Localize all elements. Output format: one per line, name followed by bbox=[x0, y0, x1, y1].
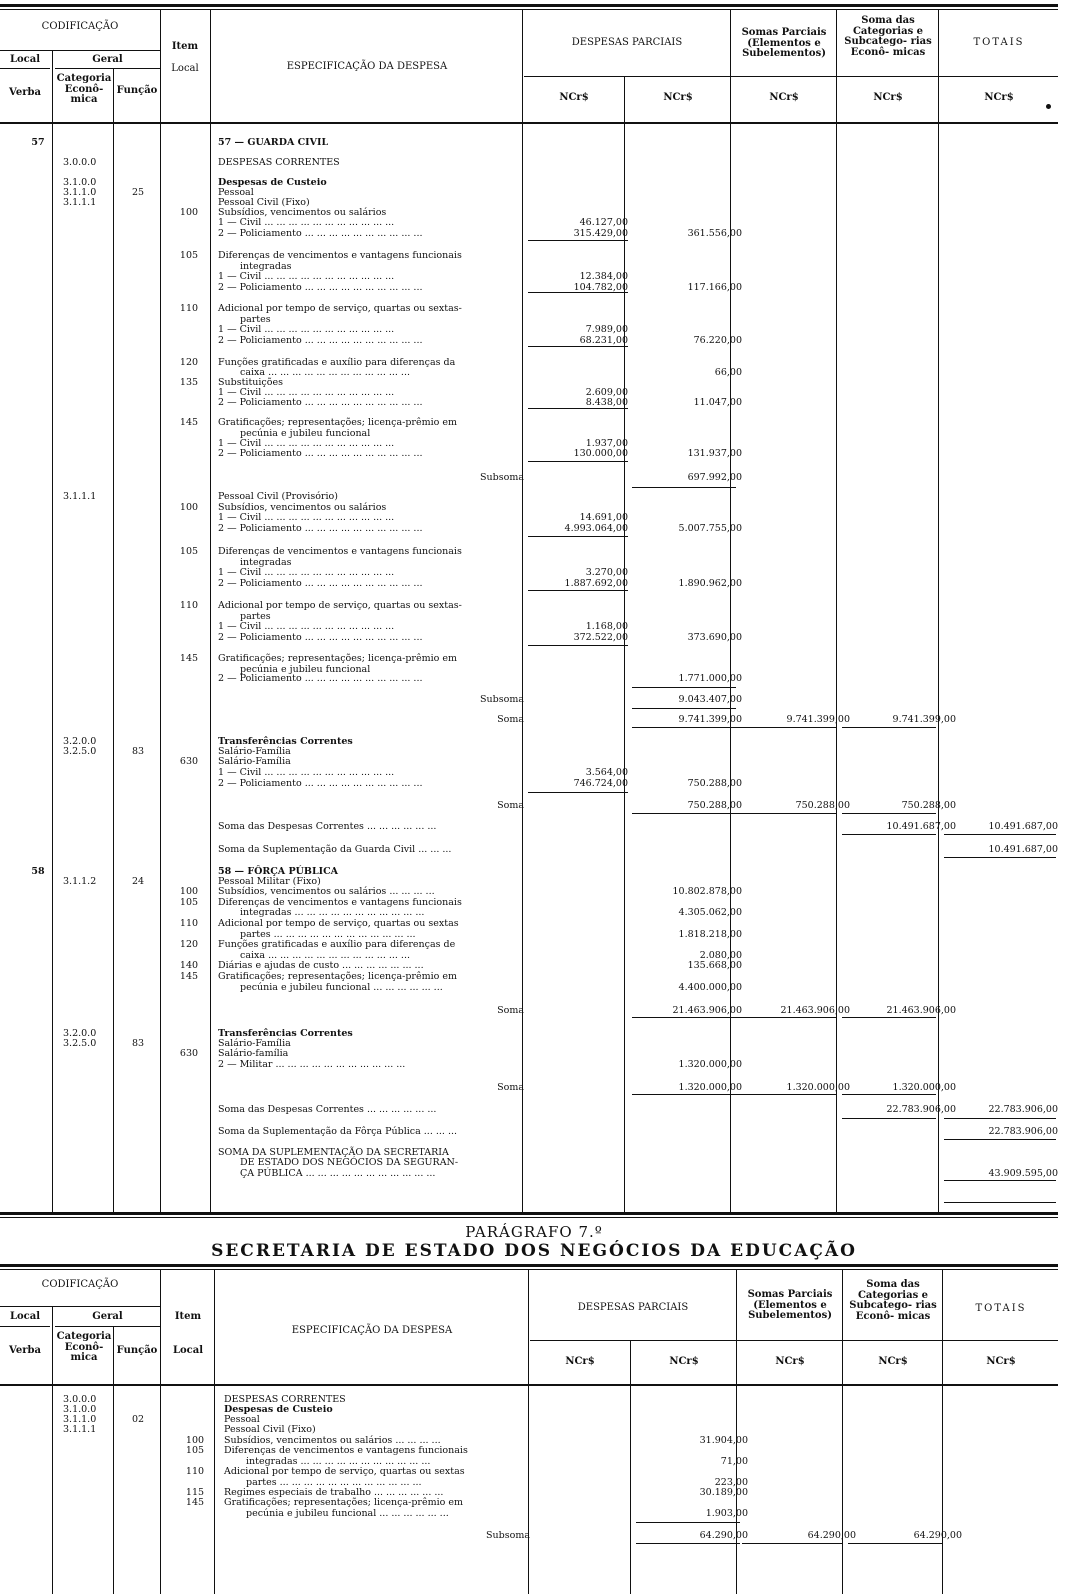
especificacao-cell: 1 — Civil ... ... ... ... ... ... ... ... ... ... ... bbox=[218, 512, 395, 523]
table-row bbox=[0, 546, 1068, 557]
especificacao-cell: Gratificações; representações; licença-prêmio em bbox=[218, 653, 457, 664]
despesa-parcial-1-cell: 3.564,00 bbox=[585, 767, 628, 778]
despesa-parcial-2-cell: 21.463.906,00 bbox=[672, 1005, 742, 1016]
table-row bbox=[0, 1059, 1068, 1070]
somas-parciais-cell: 9.741.399,00 bbox=[786, 714, 850, 725]
header2-currency-3: NCr$ bbox=[775, 1356, 805, 1367]
table-row bbox=[0, 567, 1068, 578]
categoria-cell: 3.1.1.1 bbox=[63, 1424, 97, 1435]
especificacao-cell: integradas ... ... ... ... ... ... ... ... ... ... ... bbox=[246, 1456, 431, 1467]
despesa-parcial-1-cell: 46.127,00 bbox=[579, 217, 628, 228]
soma-label: Subsoma bbox=[480, 472, 524, 483]
table-row bbox=[0, 600, 1068, 611]
header2-currency-5: NCr$ bbox=[986, 1356, 1016, 1367]
especificacao-cell: Subsídios, vencimentos ou salários ... ... ... ... bbox=[218, 886, 435, 897]
item-cell: 135 bbox=[179, 377, 199, 388]
table-row bbox=[0, 821, 1068, 832]
header-funcao: Função bbox=[116, 85, 158, 96]
especificacao-cell: Gratificações; representações; licença-prêmio em bbox=[224, 1497, 463, 1508]
especificacao-cell: DE ESTADO DOS NEGÓCIOS DA SEGURAN- bbox=[240, 1157, 459, 1168]
despesa-parcial-2-cell: 1.320.000,00 bbox=[678, 1059, 742, 1070]
item-cell: 110 bbox=[185, 1466, 205, 1477]
header-currency-4: NCr$ bbox=[873, 92, 903, 103]
especificacao-cell: Soma das Despesas Correntes ... ... ... ... ... ... bbox=[218, 821, 437, 832]
especificacao-cell: 1 — Civil ... ... ... ... ... ... ... ... ... ... ... bbox=[218, 271, 395, 282]
soma-label: Soma bbox=[497, 1005, 524, 1016]
despesa-parcial-2-cell: 1.320.000,00 bbox=[678, 1082, 742, 1093]
soma-categorias-cell: 10.491.687,00 bbox=[886, 821, 956, 832]
especificacao-cell: Gratificações; representações; licença-prêmio em bbox=[218, 971, 457, 982]
table-row bbox=[0, 714, 1068, 725]
funcao-cell: 83 bbox=[131, 1038, 145, 1049]
soma-label: Soma bbox=[497, 800, 524, 811]
header2-categoria: Categoria Econô- mica bbox=[56, 1331, 112, 1363]
despesa-parcial-1-cell: 372.522,00 bbox=[573, 632, 628, 643]
despesa-parcial-1-cell: 14.691,00 bbox=[579, 512, 628, 523]
table-row bbox=[0, 250, 1068, 261]
table-row bbox=[0, 417, 1068, 428]
header2-despesas-parciais: DESPESAS PARCIAIS bbox=[577, 1302, 689, 1313]
especificacao-cell: Salário-Família bbox=[218, 756, 291, 767]
especificacao-cell: partes ... ... ... ... ... ... ... ... ... ... ... ... bbox=[240, 929, 416, 940]
categoria-cell: 3.2.5.0 bbox=[63, 746, 97, 757]
especificacao-cell: ÇA PÚBLICA ... ... ... ... ... ... ... ... ... ... ... bbox=[240, 1168, 436, 1179]
table-row bbox=[0, 1466, 1068, 1477]
table-row bbox=[0, 907, 1068, 918]
especificacao-cell: Salário-família bbox=[218, 1048, 289, 1059]
despesa-parcial-2-cell: 1.890.962,00 bbox=[678, 578, 742, 589]
despesa-parcial-1-cell: 315.429,00 bbox=[573, 228, 628, 239]
header-despesas-parciais: DESPESAS PARCIAIS bbox=[571, 37, 683, 48]
especificacao-cell: Regimes especiais de trabalho ... ... ... ... ... ... bbox=[224, 1487, 444, 1498]
item-cell: 100 bbox=[179, 207, 199, 218]
verba-cell: 58 bbox=[31, 866, 45, 877]
header-item: Item bbox=[171, 41, 199, 52]
header2-especificacao: ESPECIFICAÇÃO DA DESPESA bbox=[291, 1325, 453, 1336]
especificacao-cell: 57 — GUARDA CIVIL bbox=[218, 137, 329, 148]
table-row bbox=[0, 621, 1068, 632]
header2-soma-categorias: Soma das Categorias e Subcatego- rias Econô- micas bbox=[849, 1279, 937, 1322]
especificacao-cell: 2 — Policiamento ... ... ... ... ... ... ... ... ... ... bbox=[218, 578, 423, 589]
soma-categorias-cell: 21.463.906,00 bbox=[886, 1005, 956, 1016]
especificacao-cell: 2 — Policiamento ... ... ... ... ... ... ... ... ... ... bbox=[218, 282, 423, 293]
header-currency-2: NCr$ bbox=[663, 92, 693, 103]
header2-geral: Geral bbox=[92, 1311, 123, 1322]
table-row bbox=[0, 1168, 1068, 1179]
funcao-cell: 83 bbox=[131, 746, 145, 757]
despesa-parcial-2-cell: 697.992,00 bbox=[687, 472, 742, 483]
especificacao-cell: 2 — Policiamento ... ... ... ... ... ... ... ... ... ... bbox=[218, 523, 423, 534]
table1-bottom-rule bbox=[0, 1212, 1058, 1215]
header-soma-categorias: Soma das Categorias e Subcatego- rias Econô- micas bbox=[844, 15, 932, 58]
especificacao-cell: Adicional por tempo de serviço, quartas ou sextas bbox=[224, 1466, 465, 1477]
despesa-parcial-2-cell: 11.047,00 bbox=[693, 397, 742, 408]
despesa-parcial-2-cell: 9.043.407,00 bbox=[678, 694, 742, 705]
especificacao-cell: Pessoal Civil (Fixo) bbox=[218, 197, 310, 208]
especificacao-cell: Funções gratificadas e auxílio para diferenças da bbox=[218, 357, 456, 368]
funcao-cell: 25 bbox=[131, 187, 145, 198]
table-row bbox=[0, 1104, 1068, 1115]
table-row bbox=[0, 303, 1068, 314]
header-categoria: Categoria Econô- mica bbox=[56, 73, 112, 105]
item-cell: 110 bbox=[179, 303, 199, 314]
table-row bbox=[0, 523, 1068, 534]
despesa-parcial-1-cell: 2.609,00 bbox=[585, 387, 628, 398]
soma-label: Soma bbox=[497, 1082, 524, 1093]
despesa-parcial-2-cell: 10.802.878,00 bbox=[672, 886, 742, 897]
header2-funcao: Função bbox=[116, 1345, 158, 1356]
soma-categorias-cell: 1.320.000,00 bbox=[892, 1082, 956, 1093]
header-currency-5: NCr$ bbox=[984, 92, 1014, 103]
especificacao-cell: Soma da Suplementação da Guarda Civil ... ... ... bbox=[218, 844, 452, 855]
item-cell: 105 bbox=[185, 1445, 205, 1456]
especificacao-cell: Diferenças de vencimentos e vantagens funcionais bbox=[218, 546, 462, 557]
table-row bbox=[0, 756, 1068, 767]
item-cell: 630 bbox=[179, 756, 199, 767]
categoria-cell: 3.2.5.0 bbox=[63, 1038, 97, 1049]
especificacao-cell: Diferenças de vencimentos e vantagens funcionais bbox=[218, 250, 462, 261]
especificacao-cell: 1 — Civil ... ... ... ... ... ... ... ... ... ... ... bbox=[218, 767, 395, 778]
table-row bbox=[0, 982, 1068, 993]
despesa-parcial-2-cell: 5.007.755,00 bbox=[678, 523, 742, 534]
categoria-cell: 3.1.1.2 bbox=[63, 876, 97, 887]
table-row bbox=[0, 1048, 1068, 1059]
table-row bbox=[0, 1082, 1068, 1093]
especificacao-cell: caixa ... ... ... ... ... ... ... ... ... ... ... ... bbox=[240, 950, 410, 961]
header2-totais: TOTAIS bbox=[975, 1303, 1027, 1314]
despesa-parcial-2-cell: 361.556,00 bbox=[687, 228, 742, 239]
item-cell: 100 bbox=[185, 1435, 205, 1446]
despesa-parcial-2-cell: 750.288,00 bbox=[687, 778, 742, 789]
soma-categorias-cell: 22.783.906,00 bbox=[886, 1104, 956, 1115]
totais-cell: 43.909.595,00 bbox=[988, 1168, 1058, 1179]
table-row bbox=[0, 137, 1068, 148]
item-cell: 110 bbox=[179, 918, 199, 929]
table-row bbox=[0, 844, 1068, 855]
especificacao-cell: 2 — Policiamento ... ... ... ... ... ... ... ... ... ... bbox=[218, 673, 423, 684]
especificacao-cell: Salário-Família bbox=[218, 746, 291, 757]
paragraph-title: PARÁGRAFO 7.º bbox=[465, 1223, 603, 1241]
despesa-parcial-1-cell: 746.724,00 bbox=[573, 778, 628, 789]
item-cell: 140 bbox=[179, 960, 199, 971]
table-row bbox=[0, 335, 1068, 346]
table-row bbox=[0, 632, 1068, 643]
table-row bbox=[0, 918, 1068, 929]
despesa-parcial-1-cell: 1.937,00 bbox=[585, 438, 628, 449]
especificacao-cell: Adicional por tempo de serviço, quartas ou sextas- bbox=[218, 600, 462, 611]
especificacao-cell: 2 — Policiamento ... ... ... ... ... ... ... ... ... ... bbox=[218, 632, 423, 643]
table-row bbox=[0, 1126, 1068, 1137]
table-row bbox=[0, 694, 1068, 705]
especificacao-cell: 1 — Civil ... ... ... ... ... ... ... ... ... ... ... bbox=[218, 217, 395, 228]
table-row bbox=[0, 1530, 1068, 1541]
especificacao-cell: Transferências Correntes bbox=[218, 1028, 353, 1039]
totais-cell: 22.783.906,00 bbox=[988, 1126, 1058, 1137]
table-row bbox=[0, 1445, 1068, 1456]
soma-label: Subsoma bbox=[486, 1530, 530, 1541]
header2-item: Item bbox=[174, 1311, 202, 1322]
despesa-parcial-1-cell: 4.993.064,00 bbox=[564, 523, 628, 534]
table-row bbox=[0, 397, 1068, 408]
especificacao-cell: Despesas de Custeio bbox=[218, 177, 327, 188]
despesa-parcial-2-cell: 135.668,00 bbox=[687, 960, 742, 971]
item-cell: 105 bbox=[179, 546, 199, 557]
despesa-parcial-1-cell: 3.270,00 bbox=[585, 567, 628, 578]
speck-mark-icon bbox=[1046, 104, 1051, 109]
table-row bbox=[0, 491, 1068, 502]
soma-categorias-cell: 9.741.399,00 bbox=[892, 714, 956, 725]
table-row bbox=[0, 324, 1068, 335]
header2-local: Local bbox=[9, 1311, 41, 1322]
especificacao-cell: caixa ... ... ... ... ... ... ... ... ... ... ... ... bbox=[240, 367, 410, 378]
table-row bbox=[0, 673, 1068, 684]
categoria-cell: 3.1.0.0 bbox=[63, 177, 97, 188]
header-currency-3: NCr$ bbox=[769, 92, 799, 103]
header-especificacao: ESPECIFICAÇÃO DA DESPESA bbox=[286, 61, 448, 72]
especificacao-cell: Diárias e ajudas de custo ... ... ... ... ... ... ... bbox=[218, 960, 424, 971]
despesa-parcial-2-cell: 71,00 bbox=[720, 1456, 748, 1467]
table-row bbox=[0, 653, 1068, 664]
especificacao-cell: partes bbox=[240, 611, 271, 622]
especificacao-cell: Salário-Família bbox=[218, 1038, 291, 1049]
table-row bbox=[0, 472, 1068, 483]
soma-label: Subsoma bbox=[480, 694, 524, 705]
despesa-parcial-2-cell: 76.220,00 bbox=[693, 335, 742, 346]
especificacao-cell: partes ... ... ... ... ... ... ... ... ... ... ... ... bbox=[246, 1477, 422, 1488]
secretaria-title: SECRETARIA DE ESTADO DOS NEGÓCIOS DA EDUCAÇÃO bbox=[211, 1241, 857, 1261]
especificacao-cell: Pessoal Civil (Provisório) bbox=[218, 491, 338, 502]
especificacao-cell: integradas ... ... ... ... ... ... ... ... ... ... ... bbox=[240, 907, 425, 918]
despesa-parcial-1-cell: 130.000,00 bbox=[573, 448, 628, 459]
header2-somas-parciais: Somas Parciais (Elementos e Subelementos) bbox=[747, 1289, 833, 1321]
despesa-parcial-1-cell: 7.989,00 bbox=[585, 324, 628, 335]
especificacao-cell: integradas bbox=[240, 557, 292, 568]
item-cell: 110 bbox=[179, 600, 199, 611]
categoria-cell: 3.1.1.0 bbox=[63, 1414, 97, 1425]
despesa-parcial-1-cell: 12.384,00 bbox=[579, 271, 628, 282]
especificacao-cell: Soma da Suplementação da Fôrça Pública ... ... ... bbox=[218, 1126, 457, 1137]
especificacao-cell: 2 — Policiamento ... ... ... ... ... ... ... ... ... ... bbox=[218, 397, 423, 408]
header-local: Local bbox=[9, 54, 41, 65]
table-row bbox=[0, 886, 1068, 897]
table-row bbox=[0, 448, 1068, 459]
despesa-parcial-1-cell: 8.438,00 bbox=[585, 397, 628, 408]
item-cell: 145 bbox=[179, 417, 199, 428]
soma-categorias-cell: 64.290,00 bbox=[913, 1530, 962, 1541]
item-cell: 145 bbox=[179, 971, 199, 982]
table-row bbox=[0, 800, 1068, 811]
especificacao-cell: Soma das Despesas Correntes ... ... ... ... ... ... bbox=[218, 1104, 437, 1115]
especificacao-cell: Diferenças de vencimentos e vantagens funcionais bbox=[224, 1445, 468, 1456]
categoria-cell: 3.2.0.0 bbox=[63, 736, 97, 747]
verba-cell: 57 bbox=[31, 137, 45, 148]
table-row bbox=[0, 157, 1068, 168]
header-somas-parciais: Somas Parciais (Elementos e Subelementos) bbox=[741, 27, 827, 59]
categoria-cell: 3.1.0.0 bbox=[63, 1404, 97, 1415]
categoria-cell: 3.2.0.0 bbox=[63, 1028, 97, 1039]
especificacao-cell: integradas bbox=[240, 261, 292, 272]
despesa-parcial-1-cell: 1.168,00 bbox=[585, 621, 628, 632]
item-cell: 100 bbox=[179, 502, 199, 513]
especificacao-cell: DESPESAS CORRENTES bbox=[218, 157, 340, 168]
item-cell: 100 bbox=[179, 886, 199, 897]
especificacao-cell: Subsídios, vencimentos ou salários bbox=[218, 207, 387, 218]
especificacao-cell: 1 — Civil ... ... ... ... ... ... ... ... ... ... ... bbox=[218, 324, 395, 335]
table-row bbox=[0, 1005, 1068, 1016]
somas-parciais-cell: 1.320.000,00 bbox=[786, 1082, 850, 1093]
header-codificacao: CODIFICAÇÃO bbox=[41, 21, 119, 32]
table-row bbox=[0, 1157, 1068, 1168]
table-row bbox=[0, 960, 1068, 971]
especificacao-cell: Pessoal Civil (Fixo) bbox=[224, 1424, 316, 1435]
item-cell: 105 bbox=[179, 897, 199, 908]
especificacao-cell: 2 — Policiamento ... ... ... ... ... ... ... ... ... ... bbox=[218, 448, 423, 459]
categoria-cell: 3.0.0.0 bbox=[63, 1394, 97, 1405]
item-cell: 145 bbox=[179, 653, 199, 664]
somas-parciais-cell: 750.288,00 bbox=[795, 800, 850, 811]
especificacao-cell: Substituições bbox=[218, 377, 283, 388]
header2-item-local: Local bbox=[172, 1345, 204, 1356]
despesa-parcial-1-cell: 104.782,00 bbox=[573, 282, 628, 293]
despesa-parcial-2-cell: 30.189,00 bbox=[699, 1487, 748, 1498]
table-row bbox=[0, 1424, 1068, 1435]
categoria-cell: 3.1.1.0 bbox=[63, 187, 97, 198]
despesa-parcial-2-cell: 2.080,00 bbox=[699, 950, 742, 961]
especificacao-cell: Subsídios, vencimentos ou salários bbox=[218, 502, 387, 513]
item-cell: 105 bbox=[179, 250, 199, 261]
table-row bbox=[0, 512, 1068, 523]
despesa-parcial-2-cell: 1.903,00 bbox=[705, 1508, 748, 1519]
funcao-cell: 24 bbox=[131, 876, 145, 887]
totais-cell: 10.491.687,00 bbox=[988, 844, 1058, 855]
despesa-parcial-2-cell: 373.690,00 bbox=[687, 632, 742, 643]
especificacao-cell: pecúnia e jubileu funcional bbox=[240, 664, 371, 675]
despesa-parcial-2-cell: 31.904,00 bbox=[699, 1435, 748, 1446]
especificacao-cell: Pessoal bbox=[218, 187, 254, 198]
especificacao-cell: 1 — Civil ... ... ... ... ... ... ... ... ... ... ... bbox=[218, 387, 395, 398]
especificacao-cell: Funções gratificadas e auxílio para diferenças de bbox=[218, 939, 456, 950]
especificacao-cell: 58 — FÔRÇA PÚBLICA bbox=[218, 866, 339, 877]
despesa-parcial-2-cell: 4.305.062,00 bbox=[678, 907, 742, 918]
totais-cell: 10.491.687,00 bbox=[988, 821, 1058, 832]
especificacao-cell: 2 — Policiamento ... ... ... ... ... ... ... ... ... ... bbox=[218, 228, 423, 239]
categoria-cell: 3.1.1.1 bbox=[63, 197, 97, 208]
soma-label: Soma bbox=[497, 714, 524, 725]
totais-cell: 22.783.906,00 bbox=[988, 1104, 1058, 1115]
item-cell: 120 bbox=[179, 939, 199, 950]
table-row bbox=[0, 939, 1068, 950]
especificacao-cell: Pessoal bbox=[224, 1414, 260, 1425]
especificacao-cell: Despesas de Custeio bbox=[224, 1404, 333, 1415]
soma-categorias-cell: 750.288,00 bbox=[901, 800, 956, 811]
especificacao-cell: Adicional por tempo de serviço, quartas ou sextas- bbox=[218, 303, 462, 314]
header2-codificacao: CODIFICAÇÃO bbox=[41, 1279, 119, 1290]
header-item-local: Local bbox=[171, 63, 199, 74]
despesa-parcial-2-cell: 4.400.000,00 bbox=[678, 982, 742, 993]
especificacao-cell: Subsídios, vencimentos ou salários ... ... ... ... bbox=[224, 1435, 441, 1446]
especificacao-cell: Transferências Correntes bbox=[218, 736, 353, 747]
especificacao-cell: 2 — Militar ... ... ... ... ... ... ... ... ... ... ... bbox=[218, 1059, 406, 1070]
table-row bbox=[0, 1508, 1068, 1519]
table-row bbox=[0, 1497, 1068, 1508]
item-cell: 630 bbox=[179, 1048, 199, 1059]
especificacao-cell: SOMA DA SUPLEMENTAÇÃO DA SECRETARIA bbox=[218, 1147, 449, 1158]
despesa-parcial-1-cell: 68.231,00 bbox=[579, 335, 628, 346]
categoria-cell: 3.0.0.0 bbox=[63, 157, 97, 168]
table-row bbox=[0, 767, 1068, 778]
especificacao-cell: pecúnia e jubileu funcional bbox=[240, 428, 371, 439]
table-row bbox=[0, 217, 1068, 228]
especificacao-cell: Diferenças de vencimentos e vantagens funcionais bbox=[218, 897, 462, 908]
table-row bbox=[0, 971, 1068, 982]
categoria-cell: 3.1.1.1 bbox=[63, 491, 97, 502]
especificacao-cell: partes bbox=[240, 314, 271, 325]
especificacao-cell: Adicional por tempo de serviço, quartas ou sextas bbox=[218, 918, 459, 929]
funcao-cell: 02 bbox=[131, 1414, 145, 1425]
header2-currency-4: NCr$ bbox=[878, 1356, 908, 1367]
despesa-parcial-2-cell: 1.771.000,00 bbox=[678, 673, 742, 684]
table-row bbox=[0, 778, 1068, 789]
especificacao-cell: 1 — Civil ... ... ... ... ... ... ... ... ... ... ... bbox=[218, 567, 395, 578]
somas-parciais-cell: 64.290,00 bbox=[807, 1530, 856, 1541]
especificacao-cell: 1 — Civil ... ... ... ... ... ... ... ... ... ... ... bbox=[218, 438, 395, 449]
item-cell: 115 bbox=[185, 1487, 205, 1498]
despesa-parcial-2-cell: 1.818.218,00 bbox=[678, 929, 742, 940]
item-cell: 120 bbox=[179, 357, 199, 368]
despesa-parcial-2-cell: 117.166,00 bbox=[687, 282, 742, 293]
header-totais: TOTAIS bbox=[973, 37, 1025, 48]
especificacao-cell: Gratificações; representações; licença-prêmio em bbox=[218, 417, 457, 428]
header-verba: Verba bbox=[9, 87, 41, 98]
item-cell: 145 bbox=[185, 1497, 205, 1508]
table-row bbox=[0, 578, 1068, 589]
header-currency-1: NCr$ bbox=[559, 92, 589, 103]
especificacao-cell: pecúnia e jubileu funcional ... ... ... ... ... ... bbox=[246, 1508, 449, 1519]
despesa-parcial-2-cell: 64.290,00 bbox=[699, 1530, 748, 1541]
table-row bbox=[0, 271, 1068, 282]
despesa-parcial-2-cell: 66,00 bbox=[714, 367, 742, 378]
despesa-parcial-2-cell: 750.288,00 bbox=[687, 800, 742, 811]
especificacao-cell: 1 — Civil ... ... ... ... ... ... ... ... ... ... ... bbox=[218, 621, 395, 632]
despesa-parcial-1-cell: 1.887.692,00 bbox=[564, 578, 628, 589]
header2-currency-1: NCr$ bbox=[565, 1356, 595, 1367]
despesa-parcial-2-cell: 223,00 bbox=[714, 1477, 748, 1488]
especificacao-cell: DESPESAS CORRENTES bbox=[224, 1394, 346, 1405]
table-row bbox=[0, 228, 1068, 239]
header2-verba: Verba bbox=[9, 1345, 41, 1356]
especificacao-cell: 2 — Policiamento ... ... ... ... ... ... ... ... ... ... bbox=[218, 335, 423, 346]
despesa-parcial-2-cell: 9.741.399,00 bbox=[678, 714, 742, 725]
despesa-parcial-2-cell: 131.937,00 bbox=[687, 448, 742, 459]
header-geral: Geral bbox=[92, 54, 123, 65]
especificacao-cell: Pessoal Militar (Fixo) bbox=[218, 876, 321, 887]
somas-parciais-cell: 21.463.906,00 bbox=[780, 1005, 850, 1016]
especificacao-cell: pecúnia e jubileu funcional ... ... ... ... ... ... bbox=[240, 982, 443, 993]
header2-currency-2: NCr$ bbox=[669, 1356, 699, 1367]
especificacao-cell: 2 — Policiamento ... ... ... ... ... ... ... ... ... ... bbox=[218, 778, 423, 789]
